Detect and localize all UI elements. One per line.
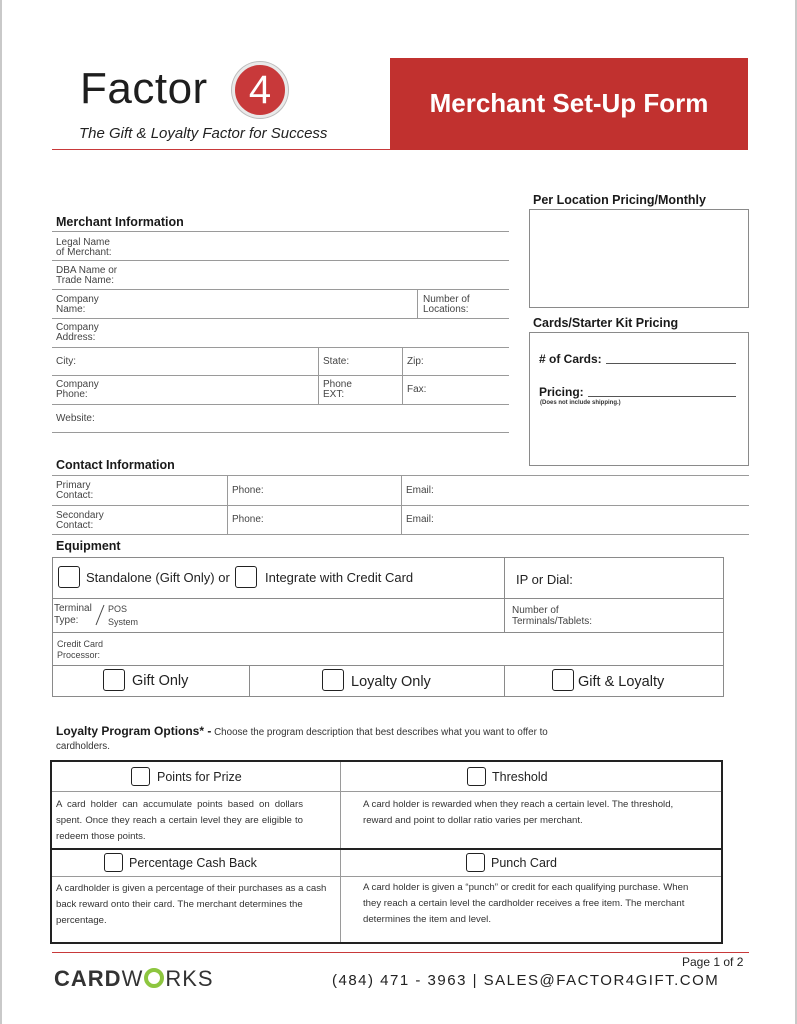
primary-email-label: Email: <box>406 485 434 496</box>
company-phone-label: Company Phone: <box>56 379 99 400</box>
loyalty-intro-line-1: Choose the program description that best describes what you want to offer to <box>214 727 548 738</box>
secondary-email-field[interactable] <box>438 507 748 533</box>
num-cards-label: # of Cards: <box>539 352 602 366</box>
logo-wordmark: Factor <box>80 64 208 113</box>
zip-label: Zip: <box>407 356 424 367</box>
cash-back-title: Percentage Cash Back <box>129 856 257 870</box>
ip-dial-label: IP or Dial: <box>516 572 573 587</box>
company-name-field[interactable] <box>112 291 417 317</box>
divider <box>340 762 341 942</box>
divider <box>227 475 228 505</box>
phone-ext-field[interactable] <box>357 377 401 403</box>
per-location-pricing-title: Per Location Pricing/Monthly <box>533 193 706 207</box>
integrate-label: Integrate with Credit Card <box>265 570 414 585</box>
divider <box>52 260 509 261</box>
divider <box>318 347 319 375</box>
primary-email-field[interactable] <box>438 477 748 504</box>
num-cards-field[interactable] <box>606 363 736 364</box>
pricing-label: Pricing: <box>539 385 584 399</box>
divider <box>227 505 228 534</box>
locations-field[interactable] <box>472 291 508 317</box>
gift-only-label: Gift Only <box>132 673 189 689</box>
divider <box>417 289 418 318</box>
merchant-info-title: Merchant Information <box>56 215 184 229</box>
footer-divider <box>52 952 749 953</box>
gift-loyalty-checkbox[interactable] <box>552 669 574 691</box>
slash-divider <box>94 603 106 627</box>
form-title: Merchant Set-Up Form <box>390 58 748 150</box>
secondary-phone-label: Phone: <box>232 514 264 525</box>
divider <box>249 665 250 697</box>
divider <box>402 347 403 375</box>
primary-contact-field[interactable] <box>102 477 225 504</box>
processor-field[interactable] <box>102 634 722 664</box>
divider <box>504 557 505 632</box>
processor-label: Credit Card Processor: <box>57 639 104 660</box>
divider <box>52 665 724 666</box>
loyalty-intro <box>56 724 616 754</box>
website-field[interactable] <box>100 406 508 431</box>
contact-line: (484) 471 - 3963 | SALES@FACTOR4GIFT.COM <box>332 972 720 989</box>
cash-back-checkbox[interactable] <box>104 853 123 872</box>
loyalty-only-label: Loyalty Only <box>351 674 431 690</box>
pricing-note: (Does not include shipping.) <box>540 400 621 406</box>
pricing-field[interactable] <box>588 396 736 397</box>
terminal-type-label: Terminal Type: <box>54 603 92 626</box>
loyalty-title: Loyalty Program Options* - <box>56 724 212 738</box>
dba-name-field[interactable] <box>122 262 508 287</box>
per-location-pricing-field[interactable] <box>529 209 749 308</box>
divider <box>52 289 509 290</box>
points-for-prize-checkbox[interactable] <box>131 767 150 786</box>
divider <box>52 534 749 535</box>
divider <box>52 598 724 599</box>
points-for-prize-desc: A card holder can accumulate points based on dollars spent. Once they reach a certain level they are eligible to redeem those points. <box>56 799 303 842</box>
gift-loyalty-label: Gift & Loyalty <box>578 674 665 690</box>
cardworks-logo: CARDW RKS <box>54 966 214 991</box>
divider <box>52 347 509 348</box>
divider <box>52 432 509 433</box>
legal-name-label: Legal Name of Merchant: <box>56 237 112 258</box>
pos-system-label: POS System <box>108 604 139 627</box>
integrate-checkbox[interactable] <box>235 566 257 588</box>
company-name-label: Company Name: <box>56 294 99 315</box>
standalone-label: Standalone (Gift Only) or <box>86 570 230 585</box>
divider <box>52 632 724 633</box>
cards-pricing-title: Cards/Starter Kit Pricing <box>533 316 679 330</box>
divider <box>52 404 509 405</box>
website-label: Website: <box>56 413 95 424</box>
secondary-contact-field[interactable] <box>110 507 225 533</box>
divider <box>52 231 509 232</box>
divider <box>52 876 721 877</box>
cash-back-desc: A cardholder is given a percentage of their purchases as a cash back reward onto their card. The merchant determines the percentage. <box>56 883 327 926</box>
legal-name-field[interactable] <box>122 234 508 259</box>
fax-field[interactable] <box>427 377 508 403</box>
fax-label: Fax: <box>407 384 427 395</box>
divider <box>318 375 319 404</box>
punch-card-checkbox[interactable] <box>466 853 485 872</box>
divider <box>52 375 509 376</box>
divider <box>52 791 721 792</box>
tagline: The Gift & Loyalty Factor for Success <box>79 125 328 142</box>
primary-contact-label: Primary Contact: <box>56 480 94 501</box>
gear-icon <box>144 968 164 988</box>
loyalty-intro-line-2: cardholders. <box>56 741 110 752</box>
punch-card-title: Punch Card <box>491 856 558 870</box>
locations-label: Number of Locations: <box>423 294 470 315</box>
divider <box>401 475 402 505</box>
gift-only-checkbox[interactable] <box>103 669 125 691</box>
divider <box>52 848 721 850</box>
ip-dial-field[interactable] <box>577 562 722 596</box>
equipment-title: Equipment <box>56 539 121 553</box>
state-label: State: <box>323 356 350 367</box>
state-field[interactable] <box>354 349 401 374</box>
terminals-count-label: Number of Terminals/Tablets: <box>512 605 593 627</box>
threshold-desc: A card holder is rewarded when they reach a certain level. The threshold, reward and point to dollar ratio varies per merchant. <box>363 799 674 826</box>
primary-phone-field[interactable] <box>267 477 399 504</box>
threshold-title: Threshold <box>492 770 548 784</box>
secondary-email-label: Email: <box>406 514 434 525</box>
secondary-phone-field[interactable] <box>267 507 399 533</box>
primary-phone-label: Phone: <box>232 485 264 496</box>
contact-info-title: Contact Information <box>56 458 175 472</box>
dba-name-label: DBA Name or Trade Name: <box>56 265 118 286</box>
company-phone-field[interactable] <box>107 377 317 403</box>
terminals-count-field[interactable] <box>597 600 722 630</box>
threshold-checkbox[interactable] <box>467 767 486 786</box>
divider <box>504 665 505 697</box>
city-label: City: <box>56 356 76 367</box>
company-address-field[interactable] <box>112 320 508 346</box>
points-for-prize-title: Points for Prize <box>157 770 242 784</box>
company-address-label: Company Address: <box>56 322 99 343</box>
phone-ext-label: Phone EXT: <box>323 379 352 400</box>
header-divider <box>52 149 392 150</box>
divider <box>52 318 509 319</box>
zip-field[interactable] <box>427 349 508 374</box>
city-field[interactable] <box>82 349 317 374</box>
punch-card-desc: A card holder is given a “punch” or credit for each qualifying purchase. When they reach a certain level the cardholder receives a free item. The merchant determines the item and level. <box>363 882 689 925</box>
standalone-checkbox[interactable] <box>58 566 80 588</box>
page-number: Page 1 of 2 <box>682 955 744 969</box>
logo-badge: 4 <box>232 62 288 118</box>
loyalty-only-checkbox[interactable] <box>322 669 344 691</box>
secondary-contact-label: Secondary Contact: <box>56 510 104 531</box>
divider <box>402 375 403 404</box>
divider <box>401 505 402 534</box>
terminal-type-field[interactable] <box>142 600 502 630</box>
